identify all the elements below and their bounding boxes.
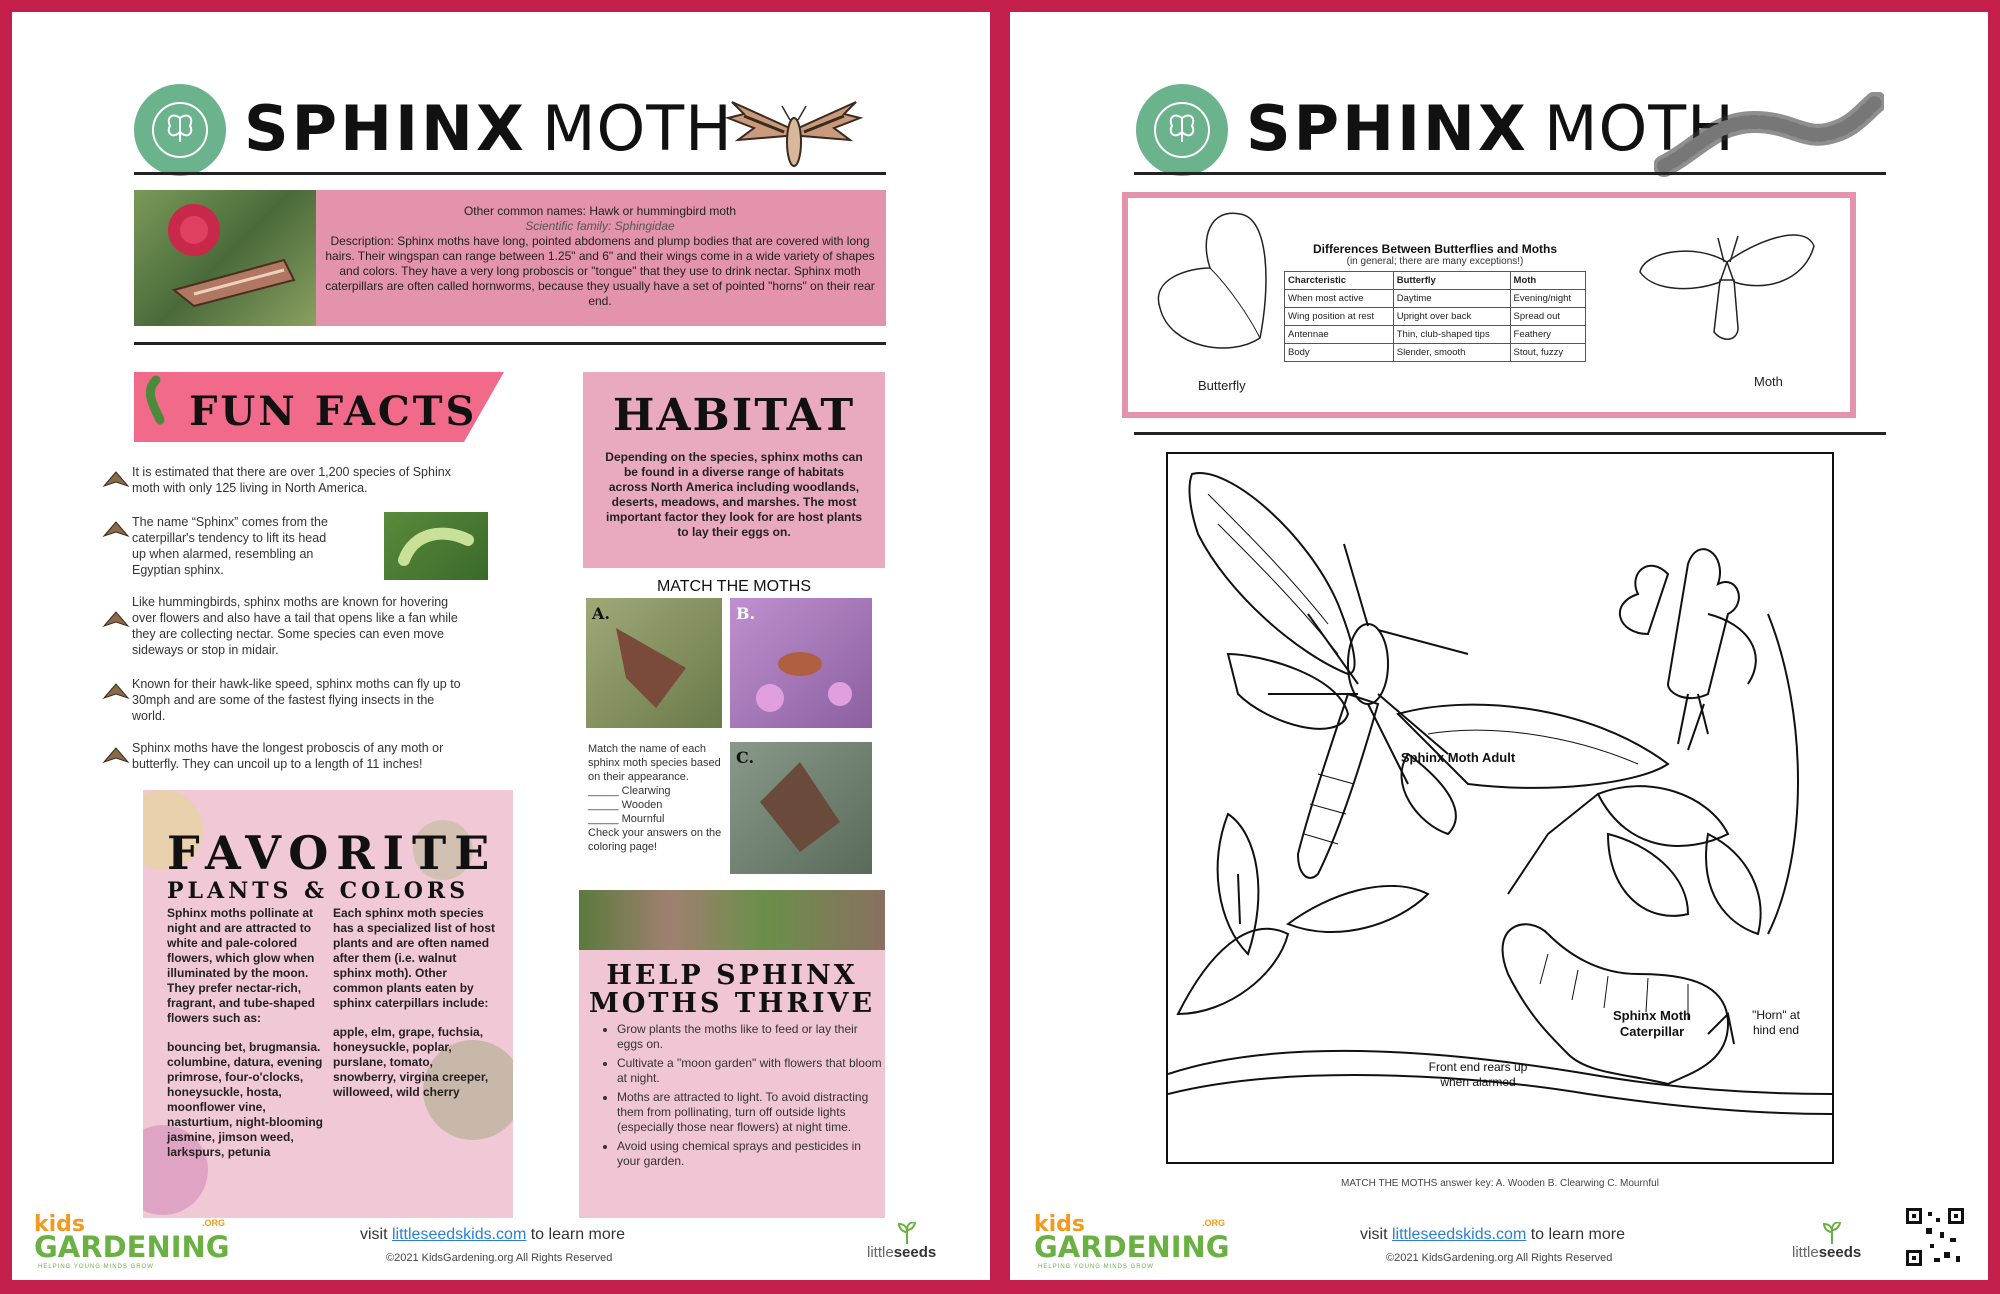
favorite-col-2: Each sphinx moth species has a specialized list of host plants and are often named after them (i.e. walnut sphinx moth). Other common plants eaten by sphinx caterpillars include: apple, elm, grape, fuchsia, honeysuckle, poplar, purslane, tomato, snowberry, virgina creeper, willoweed, wild cherry [333,906,496,1099]
moth-on-flower-photo [134,190,316,326]
page-right [1010,12,1988,1280]
caterpillar-illustration [1654,92,1884,182]
differences-box [1122,192,1856,418]
little-seeds-logo [1136,84,1228,176]
title-sphinx: SPHINX [1246,92,1529,165]
table-row: When most active Daytime Evening/night [1285,290,1586,308]
help-title: HELP SPHINX MOTHS THRIVE [588,960,876,1019]
list-item: • Avoid using chemical sprays and pesticides in your garden. [617,1139,887,1169]
footer-visit: visit littleseedskids.com to learn more [360,1226,625,1243]
hawk-moth-illustration [724,92,864,172]
butterfly-outline-illustration [1150,208,1280,358]
kidsgardening-logo[interactable]: kids .ORG GARDENING HELPING YOUNG MINDS GROW [1034,1212,1230,1270]
littleseeds-footer-logo: littleseeds [1792,1222,1872,1272]
moth-icon [102,608,130,630]
littleseeds-footer-logo: littleseeds [867,1222,947,1272]
littleseeds-link[interactable]: littleseedskids.com [392,1226,527,1243]
coloring-illustration [1168,454,1832,1162]
fact-item: Sphinx moths have the longest proboscis of any moth or butterfly. They can uncoil up to a length of 11 inches! [132,740,462,772]
copyright: ©2021 KidsGardening.org All Rights Reserved [386,1252,613,1264]
footer-visit: visit littleseedskids.com to learn more [1360,1226,1625,1243]
moth-photo-b: B. [730,598,872,728]
title-sphinx: SPHINX [244,92,527,165]
butterfly-logo-icon [1166,112,1198,148]
habitat-box [583,372,885,568]
differences-heading: Differences Between Butterflies and Moths [1312,242,1558,256]
section-rule [134,342,886,345]
differences-subheading: (in general; there are many exceptions!) [1346,256,1524,267]
coloring-page-frame [1166,452,1834,1164]
moth-outline-illustration [1634,222,1820,352]
fact-item: The name “Sphinx” comes from the caterpillar's tendency to lift its head up when alarmed, resembling an Egyptian sphinx. [132,514,332,578]
moth-icon [102,468,130,490]
info-box [134,190,886,326]
fun-facts-banner [134,372,504,442]
favorite-title: FAVORITE [167,826,498,880]
sprout-icon [1822,1222,1842,1244]
description: Description: Sphinx moths have long, pointed abdomens and plump bodies that are covered with long hairs. Their wingspan can range between 1.25" and 6" and their wings come in a wide variety of shapes and colors. They have a very long proboscis or "tongue" that they use to drink nectar. Sphinx moth caterpillars are often called hornworms, because they usually have a set of pointed "horns" on their rear end. [325,234,875,308]
qr-code[interactable] [1906,1208,1964,1266]
butterfly-logo-icon [164,112,196,148]
differences-table-wrap [1284,242,1586,362]
header-rule [1134,172,1886,175]
plants-colors-title: PLANTS & COLORS [167,878,470,904]
moth-icon [102,518,130,540]
moth-icon [102,744,130,766]
table-row: Body Slender, smooth Stout, fuzzy [1285,344,1586,362]
table-row: Wing position at rest Upright over back Spread out [1285,308,1586,326]
littleseeds-link[interactable]: littleseedskids.com [1392,1226,1527,1243]
moth-photo-strip [579,890,885,950]
caterpillar-label: Sphinx Moth Caterpillar [1613,1008,1691,1039]
table-header-row: Charcteristic Butterfly Moth [1285,272,1586,290]
match-instructions: Match the name of each sphinx moth species based on their appearance. _____ Clearwing _____ Wooden _____ Mournful Check your answers on the coloring page! [588,743,722,853]
horn-label: "Horn" at hind end [1752,1008,1800,1037]
sprout-icon [897,1222,917,1244]
fun-facts-title: FUN FACTS [189,388,478,435]
table-row: Antennae Thin, club-shaped tips Feathery [1285,326,1586,344]
habitat-title: HABITAT [612,390,856,441]
title-moth: MOTH [542,92,733,165]
answer-key: MATCH THE MOTHS answer key: A. Wooden B. Clearwing C. Mournful [1341,1178,1659,1189]
moth-photo-c: C. [730,742,872,874]
fact-item: Known for their hawk-like speed, sphinx moths can fly up to 30mph and are some of the fastest flying insects in the world. [132,676,462,724]
help-list [601,1022,887,1173]
front-end-label: Front end rears up when alarmed [1428,1060,1528,1089]
list-item: • Grow plants the moths like to feed or lay their eggs on. [617,1022,887,1052]
moth-photo-a: A. [586,598,722,728]
list-item: • Moths are attracted to light. To avoid distracting them from pollinating, turn off outside lights (especially those near flowers) at night time. [617,1090,887,1135]
moth-label: Moth [1754,374,1783,389]
header-rule [134,172,886,175]
kidsgardening-logo[interactable]: kids .ORG GARDENING HELPING YOUNG MINDS GROW [34,1212,230,1270]
header [134,74,884,184]
fact-item: Like hummingbirds, sphinx moths are known for hovering over flowers and also have a tail that opens like a fan while they are collecting nectar. Some species can even move sideways or stop in midair. [132,594,462,658]
page-left [12,12,990,1280]
little-seeds-logo [134,84,226,176]
habitat-text: Depending on the species, sphinx moths can be found in a diverse range of habitats across North America including woodlands, deserts, meadows, and marshes. The most important factor they look for are host plants to lay their eggs on. [605,450,863,539]
butterfly-label: Butterfly [1198,378,1246,393]
help-box [579,890,885,1218]
copyright: ©2021 KidsGardening.org All Rights Reserved [1386,1252,1613,1264]
favorite-plants-box [143,790,513,1218]
favorite-col-1: Sphinx moths pollinate at night and are attracted to white and pale-colored flowers, which glow when illuminated by the moon. They prefer nectar-rich, fragrant, and tube-shaped flowers such as: bouncing bet, brugmansia. columbine, datura, evening primrose, four-o'clocks, honeysuckle, hosta, moonflower vine, nasturtium, night-blooming jasmine, jimson weed, larkspurs, petunia [167,906,323,1159]
differences-table [1284,271,1586,362]
common-names: Other common names: Hawk or hummingbird moth [463,204,737,218]
match-title: MATCH THE MOTHS [656,578,812,595]
title-moth: MOTH [1544,92,1735,165]
section-rule [1134,432,1886,435]
moth-icon [102,680,130,702]
fact-item: It is estimated that there are over 1,200 species of Sphinx moth with only 125 living in North America. [132,464,462,496]
adult-label: Sphinx Moth Adult [1400,750,1516,765]
scientific-family: Scientific family: Sphingidae [525,219,675,233]
info-text [320,204,880,309]
caterpillar-photo [384,512,488,580]
header [1136,74,1886,184]
list-item: • Cultivate a "moon garden" with flowers that bloom at night. [617,1056,887,1086]
